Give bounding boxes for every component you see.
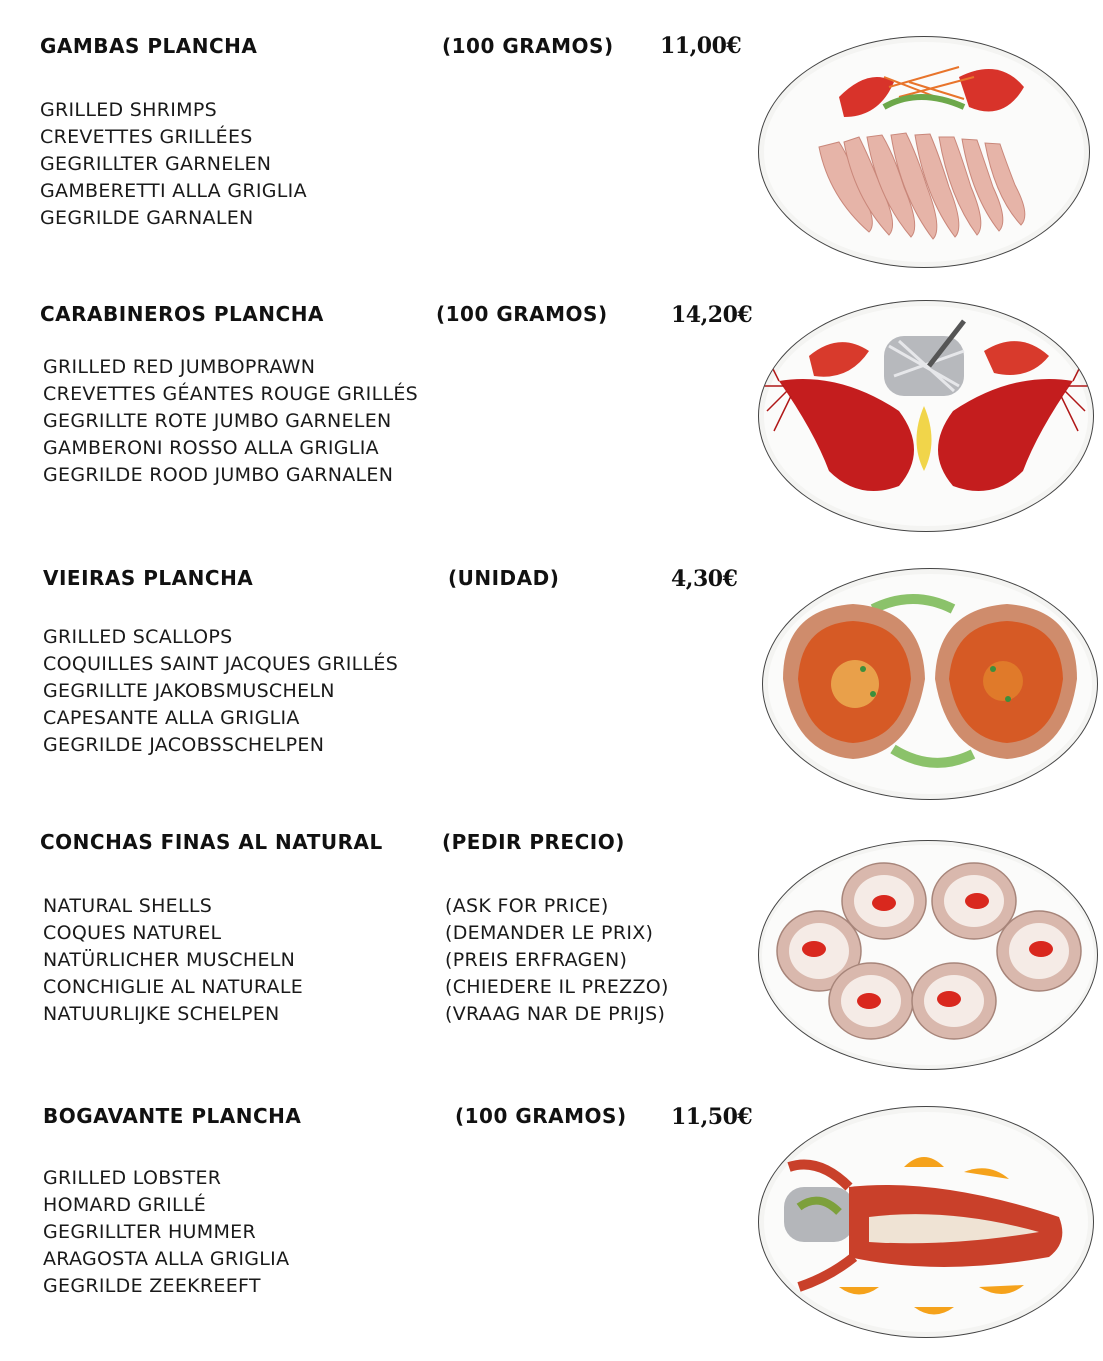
menu-item-carabineros <box>0 270 1103 540</box>
lobster-plate-photo <box>758 1106 1094 1338</box>
translation-de: GEGRILLTE ROTE JUMBO GARNELEN <box>43 410 392 432</box>
menu-item-conchas-finas <box>0 810 1103 1080</box>
dish-unit: (UNIDAD) <box>448 566 560 590</box>
dish-name: VIEIRAS PLANCHA <box>43 566 254 590</box>
menu-item-gambas <box>0 0 1103 270</box>
translation-fr: HOMARD GRILLÉ <box>43 1194 207 1216</box>
dish-name: CARABINEROS PLANCHA <box>40 302 324 326</box>
translation-fr: CREVETTES GÉANTES ROUGE GRILLÉS <box>43 383 419 405</box>
dish-price: 11,50€ <box>671 1104 753 1130</box>
dish-unit: (100 GRAMOS) <box>455 1104 627 1128</box>
translation-nl: GEGRILDE GARNALEN <box>40 207 254 229</box>
translation-it: CAPESANTE ALLA GRIGLIA <box>43 707 300 729</box>
translation-nl: GEGRILDE ZEEKREEFT <box>43 1275 261 1297</box>
dish-price: 14,20€ <box>671 302 753 328</box>
price-note-nl: (VRAAG NAR DE PRIJS) <box>445 1003 666 1025</box>
translation-en: GRILLED SHRIMPS <box>40 99 217 121</box>
dish-unit: (100 GRAMOS) <box>442 34 614 58</box>
price-note-de: (PREIS ERFRAGEN) <box>445 949 628 971</box>
translation-de: NATÜRLICHER MUSCHELN <box>43 949 296 971</box>
price-note-list <box>445 893 669 1028</box>
translation-nl: GEGRILDE ROOD JUMBO GARNALEN <box>43 464 394 486</box>
translation-it: GAMBERONI ROSSO ALLA GRIGLIA <box>43 437 379 459</box>
scallop-plate-photo <box>762 568 1098 800</box>
translation-list <box>43 1165 289 1300</box>
translation-en: GRILLED LOBSTER <box>43 1167 222 1189</box>
translation-de: GEGRILLTER GARNELEN <box>40 153 272 175</box>
dish-name: GAMBAS PLANCHA <box>40 34 258 58</box>
translation-en: NATURAL SHELLS <box>43 895 213 917</box>
translation-it: ARAGOSTA ALLA GRIGLIA <box>43 1248 290 1270</box>
price-note-it: (CHIEDERE IL PREZZO) <box>445 976 669 998</box>
translation-de: GEGRILLTER HUMMER <box>43 1221 256 1243</box>
shrimp-plate-photo <box>758 36 1090 268</box>
translation-list <box>43 624 398 759</box>
dish-name: BOGAVANTE PLANCHA <box>43 1104 302 1128</box>
translation-list <box>40 97 307 232</box>
menu-item-bogavante <box>0 1080 1103 1350</box>
clam-shells-plate-photo <box>758 840 1098 1070</box>
translation-en: GRILLED SCALLOPS <box>43 626 233 648</box>
red-prawn-plate-photo <box>758 300 1094 532</box>
dish-price: 4,30€ <box>671 566 738 592</box>
price-note-fr: (DEMANDER LE PRIX) <box>445 922 654 944</box>
translation-nl: NATUURLIJKE SCHELPEN <box>43 1003 280 1025</box>
dish-name: CONCHAS FINAS AL NATURAL <box>40 830 383 854</box>
dish-price: 11,00€ <box>660 33 742 59</box>
menu-item-vieiras <box>0 540 1103 810</box>
dish-unit: (PEDIR PRECIO) <box>442 830 625 854</box>
translation-list <box>43 354 418 489</box>
price-note-en: (ASK FOR PRICE) <box>445 895 609 917</box>
translation-fr: COQUILLES SAINT JACQUES GRILLÉS <box>43 653 399 675</box>
translation-nl: GEGRILDE JACOBSSCHELPEN <box>43 734 325 756</box>
translation-de: GEGRILLTE JAKOBSMUSCHELN <box>43 680 335 702</box>
translation-en: GRILLED RED JUMBOPRAWN <box>43 356 316 378</box>
translation-fr: COQUES NATUREL <box>43 922 222 944</box>
translation-list <box>43 893 303 1028</box>
translation-it: CONCHIGLIE AL NATURALE <box>43 976 304 998</box>
dish-unit: (100 GRAMOS) <box>436 302 608 326</box>
translation-fr: CREVETTES GRILLÉES <box>40 126 253 148</box>
translation-it: GAMBERETTI ALLA GRIGLIA <box>40 180 307 202</box>
